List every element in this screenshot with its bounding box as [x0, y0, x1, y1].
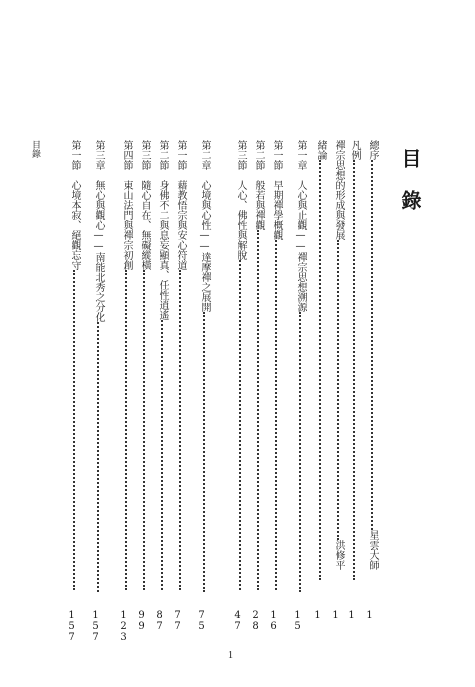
leader-dots — [179, 270, 181, 590]
toc-entry-title: 早期禪學概觀 — [271, 170, 282, 240]
leader-dots — [203, 312, 205, 592]
leader-dots — [299, 312, 301, 592]
toc-entry-page: 157 — [66, 610, 77, 643]
toc-entry-page: 123 — [118, 610, 129, 643]
leader-dots — [353, 160, 355, 580]
toc-entry-page: 1 — [346, 610, 357, 621]
toc-entry[interactable] — [154, 140, 170, 630]
toc-entry-label: 第一節 — [175, 140, 186, 170]
leader-dots — [337, 240, 339, 540]
toc-entry[interactable] — [268, 140, 284, 630]
toc-entry-label: 第二節 — [157, 140, 168, 170]
toc-entry[interactable] — [232, 140, 248, 630]
toc-entry[interactable] — [196, 140, 212, 630]
toc-entry-label: 第一章 — [295, 140, 306, 170]
toc-title: 目錄 — [398, 148, 422, 232]
toc-entry-title: 東山法門與禪宗初創 — [121, 170, 132, 270]
toc-entry-label: 第三節 — [139, 140, 150, 170]
toc-entry-page: 1 — [312, 610, 323, 621]
leader-dots — [125, 270, 127, 590]
toc-entry[interactable] — [292, 140, 308, 630]
toc-entry-label: 總序 — [367, 140, 378, 160]
toc-entry[interactable] — [312, 140, 328, 630]
toc-entry[interactable] — [90, 140, 106, 630]
toc-entry-title: 人心與止觀——禪宗思想溯源 — [295, 170, 306, 312]
toc-entry-page: 16 — [268, 610, 279, 632]
leader-dots — [143, 270, 145, 590]
toc-entry-title: 隨心自在、無礙縱橫 — [139, 170, 150, 270]
toc-entry[interactable] — [330, 140, 346, 630]
toc-entry[interactable] — [346, 140, 362, 630]
toc-entry[interactable] — [172, 140, 188, 630]
toc-entry[interactable] — [136, 140, 152, 630]
leader-dots — [371, 160, 373, 530]
toc-entry[interactable] — [250, 140, 266, 630]
toc-entry-title: 人心、佛性與解脫 — [235, 170, 246, 260]
toc-entry-page: 157 — [90, 610, 101, 643]
leader-dots — [73, 270, 75, 590]
leader-dots — [275, 240, 277, 590]
toc-entry[interactable] — [66, 140, 82, 630]
toc-entry-page: 87 — [154, 610, 165, 632]
toc-entry-label: 凡例 — [349, 140, 360, 160]
toc-entry-label: 第三章 — [93, 140, 104, 170]
toc-entry-title: 無心與觀心——南能北秀之分化 — [93, 170, 104, 322]
toc-entry-label: 第二章 — [199, 140, 210, 170]
toc-entry-title: 心境本寂、絕觀忘守 — [69, 170, 80, 270]
page-number: 1 — [228, 650, 233, 661]
leader-dots — [161, 320, 163, 590]
toc-entry[interactable] — [118, 140, 134, 630]
toc-entry-page: 1 — [364, 610, 375, 621]
leader-dots — [97, 322, 99, 592]
leader-dots — [319, 160, 321, 580]
toc-entry-page: 75 — [196, 610, 207, 632]
toc-entry-label: 第一節 — [271, 140, 282, 170]
toc-entry-page: 15 — [292, 610, 303, 632]
toc-entry-title: 禪宗思想的形成與發展 — [333, 140, 344, 240]
toc-entry-page: 77 — [172, 610, 183, 632]
toc-entry-label: 第四節 — [121, 140, 132, 170]
leader-dots — [257, 230, 259, 590]
leader-dots — [239, 260, 241, 590]
toc-entry-page: 47 — [232, 610, 243, 632]
toc-entry-label: 第一節 — [69, 140, 80, 170]
toc-entry-label: 緒論 — [315, 140, 326, 160]
toc-entry-page: 1 — [330, 610, 341, 621]
toc-entry-label: 第三節 — [235, 140, 246, 170]
toc-entry[interactable] — [364, 140, 380, 630]
toc-entry-author: 洪修平 — [333, 540, 344, 570]
running-head: 目錄 — [30, 140, 40, 158]
toc-entry-title: 心境與心性——達摩禪之展開 — [199, 170, 210, 312]
toc-entry-author: 星雲大師 — [367, 530, 378, 570]
toc-entry-label: 第二節 — [253, 140, 264, 170]
toc-entry-page: 99 — [136, 610, 147, 632]
toc-entry-title: 身佛不二與息妄顯真、任性逍遙 — [157, 170, 168, 320]
toc-entry-title: 般若與禪觀 — [253, 170, 264, 230]
toc-entry-page: 28 — [250, 610, 261, 632]
toc-entry-title: 藉教悟宗與安心符道 — [175, 170, 186, 270]
